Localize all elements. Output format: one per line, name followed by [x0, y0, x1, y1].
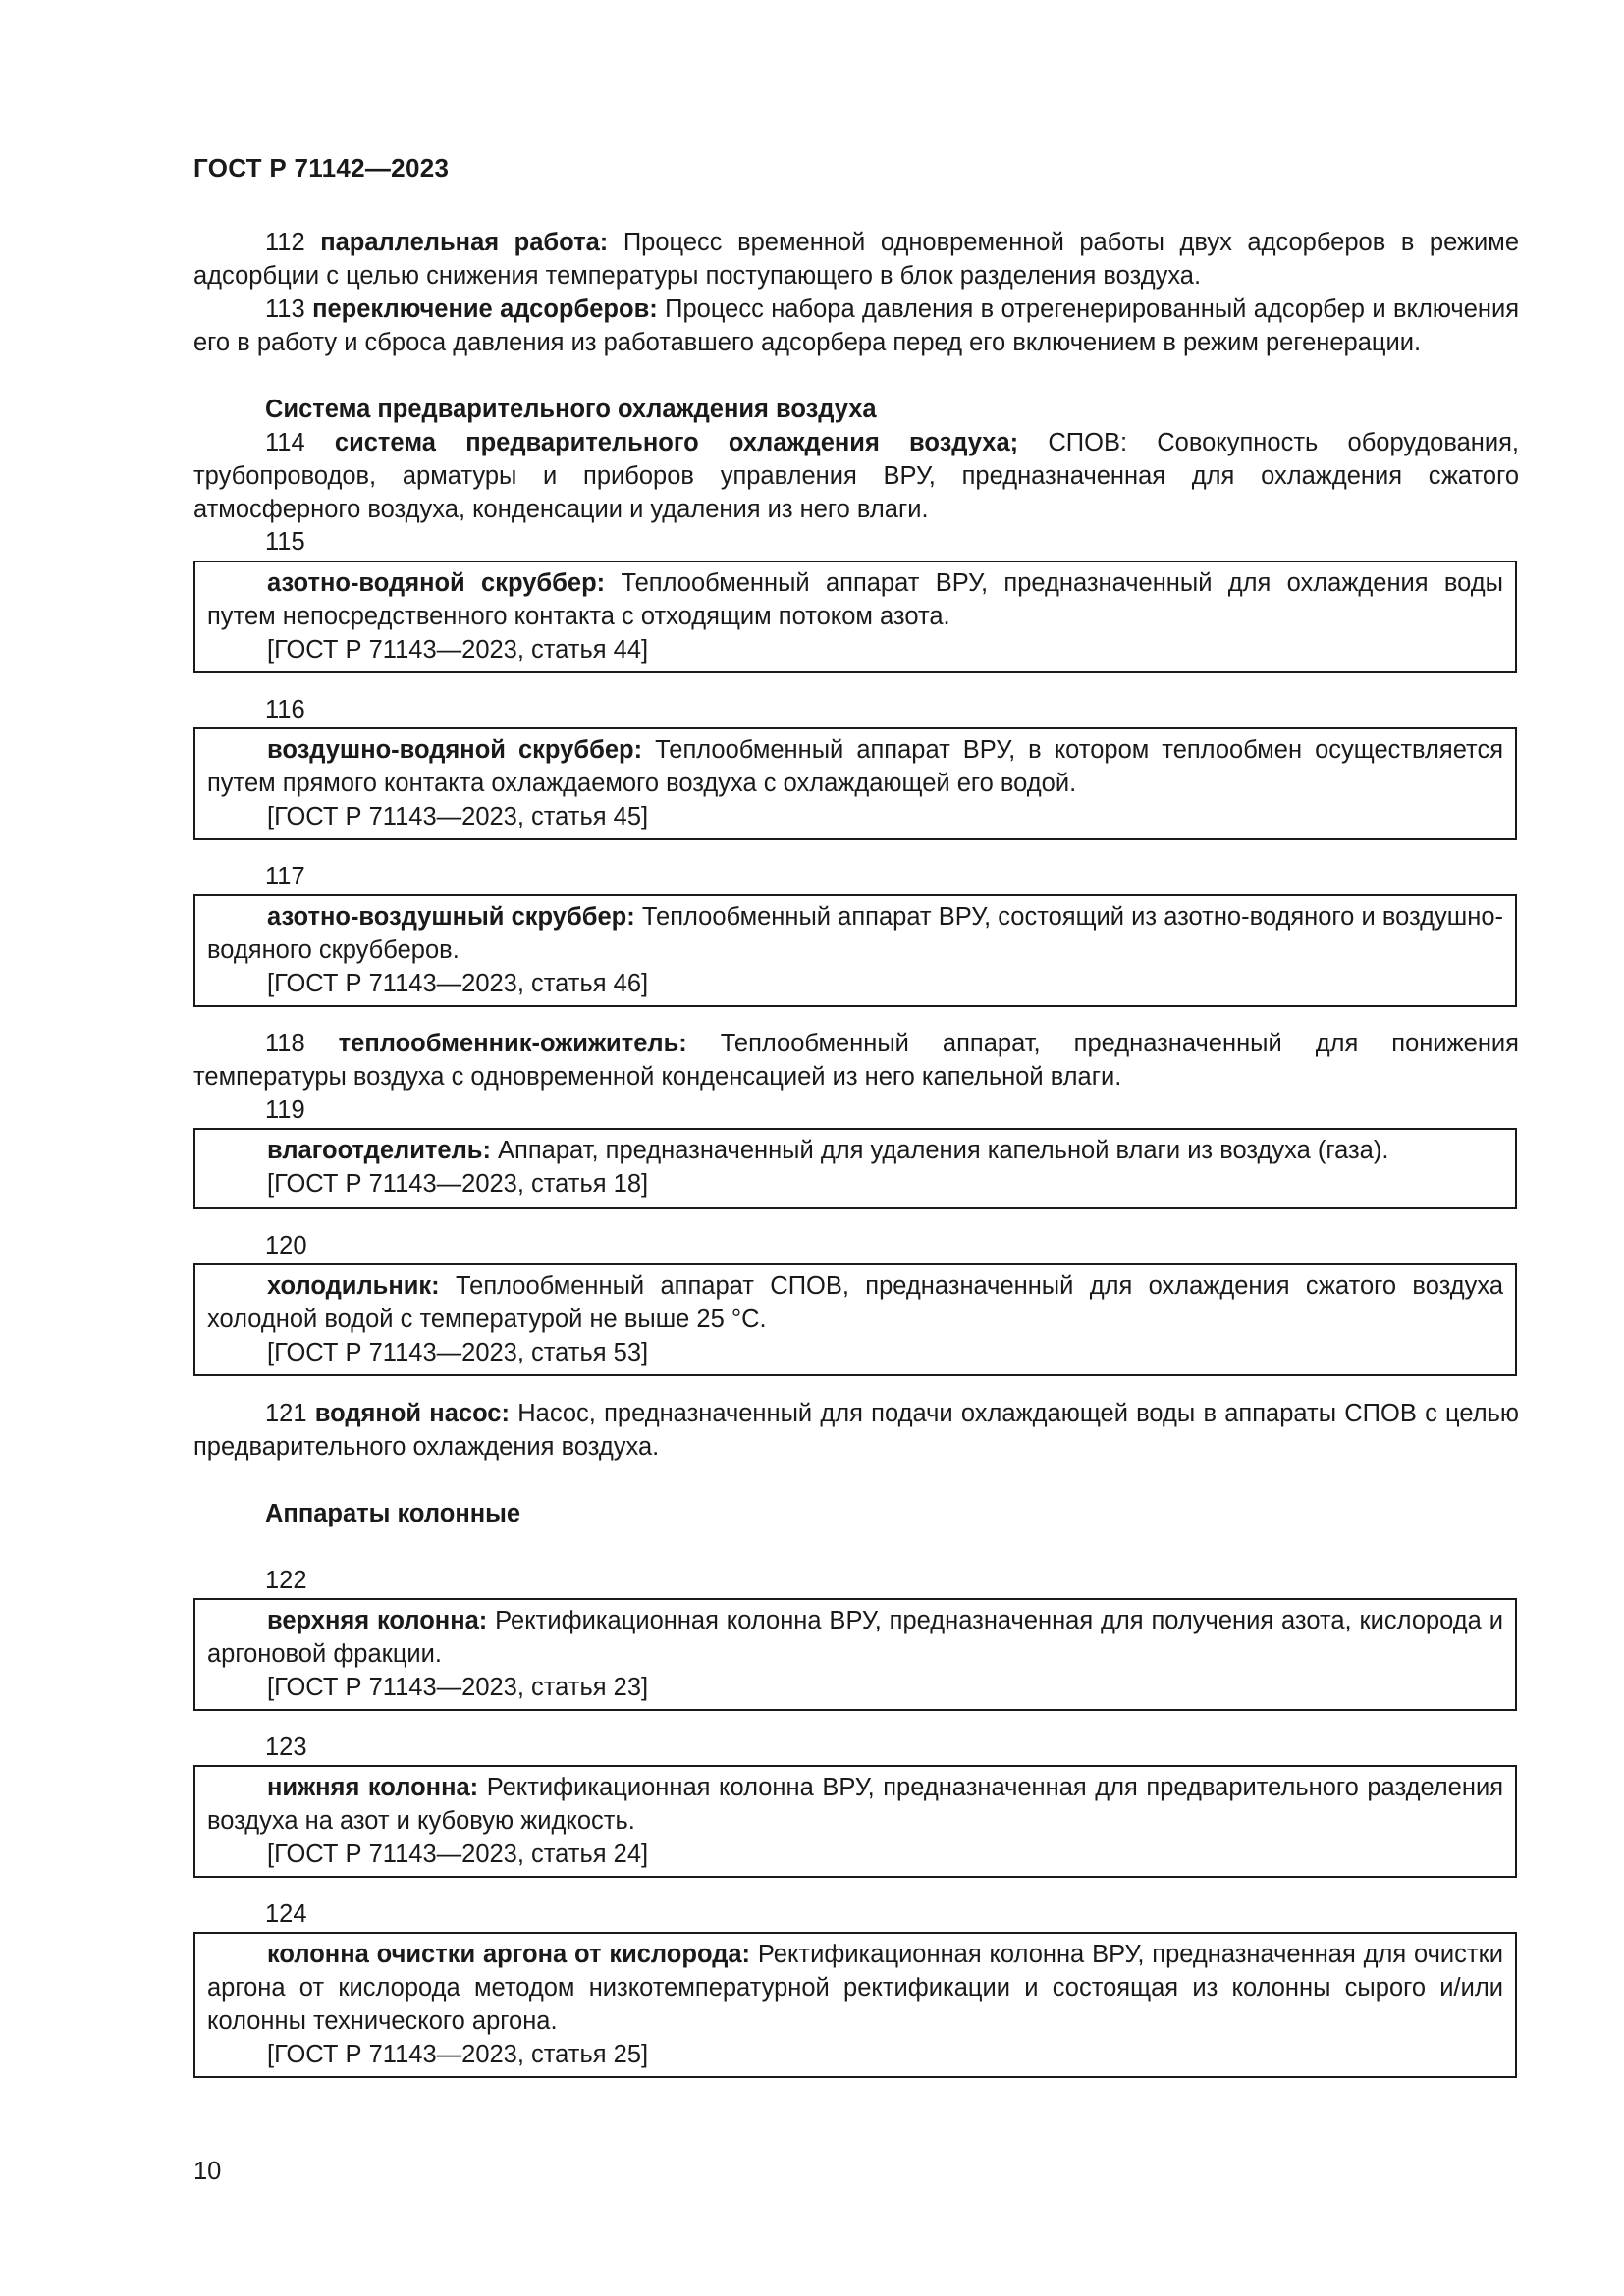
- term: система предварительного охлаждения воздуха;: [334, 429, 1019, 456]
- term: верхняя колонна:: [267, 1607, 488, 1634]
- term: переключение адсорберов:: [312, 295, 658, 323]
- paragraph-121: 121 водяной насос: Насос, предназначенный для подачи охлаждающей воды в аппараты СПОВ с целью предварительного охлаждения воздуха.: [193, 1400, 1519, 1461]
- source-reference: [ГОСТ Р 71143—2023, статья 24]: [267, 1841, 649, 1868]
- boxed-entry-119: влагоотделитель: Аппарат, предназначенный для удаления капельной влаги из воздуха (газа). [ГОСТ Р 71143—2023, статья 18]: [193, 1128, 1517, 1209]
- boxed-entry-124: колонна очистки аргона от кислорода: Ректификационная колонна ВРУ, предназначенная для очистки аргона от кислорода методом низкотемпературной ректификации и состоящая из колонны сырого и/или колонны технического аргона. [ГОСТ Р 71143—2023, статья 25]: [193, 1932, 1517, 2078]
- term: параллельная работа:: [320, 229, 609, 256]
- term: нижняя колонна:: [267, 1774, 479, 1801]
- boxed-entry-120: холодильник: Теплообменный аппарат СПОВ, предназначенный для охлаждения сжатого воздуха холодной водой с температурой не выше 25 °С. [ГОСТ Р 71143—2023, статья 53]: [193, 1263, 1517, 1376]
- paragraph-114: 114 система предварительного охлаждения воздуха; СПОВ: Совокупность оборудования, трубопроводов, арматуры и приборов управления ВРУ, предназначенная для охлаждения сжатого атмосферного воздуха, конденсации и удаления из него влаги.: [193, 429, 1520, 523]
- term: колонна очистки аргона от кислорода:: [267, 1941, 751, 1968]
- source-reference: [ГОСТ Р 71143—2023, статья 46]: [267, 970, 649, 997]
- term: теплообменник-ожижитель:: [338, 1030, 687, 1057]
- source-reference: [ГОСТ Р 71143—2023, статья 45]: [267, 803, 649, 830]
- entry-number: 123: [265, 1734, 307, 1761]
- term: азотно-водяной скруббер:: [267, 569, 606, 597]
- source-reference: [ГОСТ Р 71143—2023, статья 25]: [267, 2041, 649, 2068]
- source-reference: [ГОСТ Р 71143—2023, статья 18]: [267, 1170, 649, 1198]
- entry-number: 115: [265, 528, 305, 556]
- document-header: ГОСТ Р 71142—2023: [193, 153, 450, 183]
- boxed-entry-116: воздушно-водяной скруббер: Теплообменный аппарат ВРУ, в котором теплообмен осуществляется путем прямого контакта охлаждаемого воздуха с охлаждающей его водой. [ГОСТ Р 71143—2023, статья 45]: [193, 727, 1517, 840]
- page-number: 10: [193, 2158, 222, 2185]
- paragraph-113: 113 переключение адсорберов: Процесс набора давления в отрегенерированный адсорбер и включения его в работу и сброса давления из работавшего адсорбера перед его включением в режим регенерации.: [193, 295, 1520, 356]
- boxed-entry-123: нижняя колонна: Ректификационная колонна ВРУ, предназначенная для предварительного разделения воздуха на азот и кубовую жидкость. [ГОСТ Р 71143—2023, статья 24]: [193, 1765, 1517, 1878]
- source-reference: [ГОСТ Р 71143—2023, статья 44]: [267, 636, 649, 664]
- entry-number: 117: [265, 863, 305, 890]
- paragraph-118: 118 теплообменник-ожижитель: Теплообменный аппарат, предназначенный для понижения температуры воздуха с одновременной конденсацией из него капельной влаги.: [193, 1030, 1519, 1091]
- term: воздушно-водяной скруббер:: [267, 736, 643, 764]
- entry-number: 124: [265, 1900, 307, 1928]
- boxed-entry-115: азотно-водяной скруббер: Теплообменный аппарат ВРУ, предназначенный для охлаждения воды путем непосредственного контакта с отходящим потоком азота. [ГОСТ Р 71143—2023, статья 44]: [193, 561, 1517, 673]
- source-reference: [ГОСТ Р 71143—2023, статья 23]: [267, 1674, 649, 1701]
- entry-number: 120: [265, 1232, 307, 1259]
- entry-number: 122: [265, 1567, 307, 1594]
- boxed-entry-117: азотно-воздушный скруббер: Теплообменный аппарат ВРУ, состоящий из азотно-водяного и воздушно-водяного скрубберов. [ГОСТ Р 71143—2023, статья 46]: [193, 894, 1517, 1007]
- section-heading: Аппараты колонные: [265, 1500, 521, 1527]
- entry-number: 119: [265, 1096, 305, 1124]
- term: холодильник:: [267, 1272, 440, 1300]
- term: влагоотделитель:: [267, 1137, 491, 1164]
- section-heading: Система предварительного охлаждения воздуха: [265, 396, 877, 423]
- entry-number: 116: [265, 696, 305, 723]
- source-reference: [ГОСТ Р 71143—2023, статья 53]: [267, 1339, 649, 1366]
- boxed-entry-122: верхняя колонна: Ректификационная колонна ВРУ, предназначенная для получения азота, кислорода и аргоновой фракции. [ГОСТ Р 71143—2023, статья 23]: [193, 1598, 1517, 1711]
- term: водяной насос:: [314, 1400, 510, 1427]
- term: азотно-воздушный скруббер:: [267, 903, 635, 931]
- paragraph-112: 112 параллельная работа: Процесс временной одновременной работы двух адсорберов в режиме адсорбции с целью снижения температуры поступающего в блок разделения воздуха.: [193, 229, 1519, 290]
